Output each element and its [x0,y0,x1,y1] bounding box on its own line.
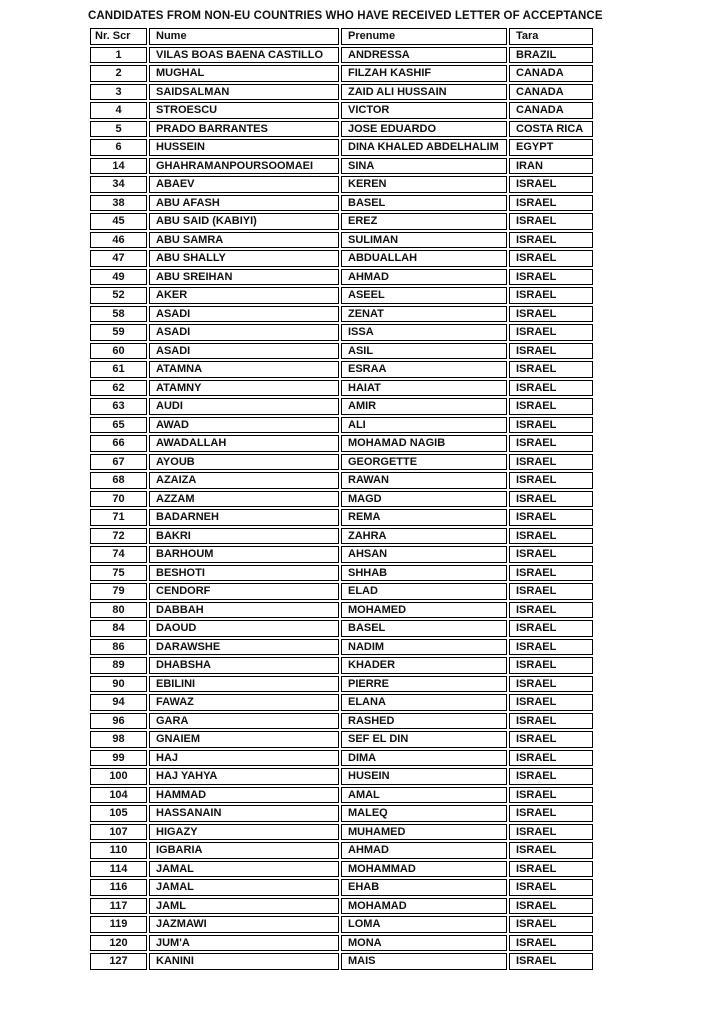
cell-nr-scr: 45 [90,213,147,230]
cell-prenume: MOHAMAD NAGIB [341,435,507,452]
cell-prenume: HAIAT [341,380,507,397]
table-row [90,435,593,452]
cell-prenume: ASEEL [341,287,507,304]
cell-prenume: SEF EL DIN [341,731,507,748]
cell-nume: MUGHAL [149,65,339,82]
cell-tara: ISRAEL [509,583,593,600]
cell-nr-scr: 1 [90,47,147,64]
cell-prenume: REMA [341,509,507,526]
table-row [90,787,593,804]
cell-nr-scr: 3 [90,84,147,101]
table-row [90,472,593,489]
cell-prenume: ZAID ALI HUSSAIN [341,84,507,101]
cell-nr-scr: 52 [90,287,147,304]
cell-nr-scr: 105 [90,805,147,822]
cell-prenume: HUSEIN [341,768,507,785]
cell-nume: PRADO BARRANTES [149,121,339,138]
table-row [90,805,593,822]
cell-tara: ISRAEL [509,195,593,212]
cell-nume: KANINI [149,953,339,970]
cell-prenume: ABDUALLAH [341,250,507,267]
cell-nume: GNAIEM [149,731,339,748]
cell-nr-scr: 67 [90,454,147,471]
cell-nume: ASADI [149,306,339,323]
cell-tara: ISRAEL [509,250,593,267]
cell-nr-scr: 66 [90,435,147,452]
cell-nume: GHAHRAMANPOURSOOMAEI [149,158,339,175]
cell-nume: AUDI [149,398,339,415]
cell-prenume: SULIMAN [341,232,507,249]
cell-tara: ISRAEL [509,935,593,952]
cell-tara: CANADA [509,102,593,119]
cell-prenume: MALEQ [341,805,507,822]
table-row [90,65,593,82]
table-row [90,343,593,360]
cell-nume: AWADALLAH [149,435,339,452]
cell-tara: ISRAEL [509,639,593,656]
table-row [90,546,593,563]
cell-tara: ISRAEL [509,861,593,878]
cell-nume: HAMMAD [149,787,339,804]
cell-tara: ISRAEL [509,435,593,452]
cell-nume: AZAIZA [149,472,339,489]
cell-tara: CANADA [509,65,593,82]
cell-nr-scr: 99 [90,750,147,767]
cell-nume: BADARNEH [149,509,339,526]
table-row [90,139,593,156]
cell-nume: VILAS BOAS BAENA CASTILLO [149,47,339,64]
cell-tara: ISRAEL [509,546,593,563]
table-row [90,731,593,748]
table-row [90,565,593,582]
cell-nume: HASSANAIN [149,805,339,822]
table-row [90,361,593,378]
cell-nr-scr: 127 [90,953,147,970]
table-row [90,657,593,674]
cell-nr-scr: 58 [90,306,147,323]
cell-nume: HUSSEIN [149,139,339,156]
table-row [90,195,593,212]
cell-nume: ABU SAMRA [149,232,339,249]
cell-nr-scr: 60 [90,343,147,360]
cell-tara: ISRAEL [509,343,593,360]
cell-nr-scr: 62 [90,380,147,397]
table-row [90,306,593,323]
cell-nume: DHABSHA [149,657,339,674]
cell-prenume: NADIM [341,639,507,656]
cell-tara: ISRAEL [509,787,593,804]
table-row [90,84,593,101]
cell-nume: ABU SHALLY [149,250,339,267]
cell-nume: FAWAZ [149,694,339,711]
cell-prenume: ELAD [341,583,507,600]
cell-prenume: MUHAMED [341,824,507,841]
cell-prenume: RASHED [341,713,507,730]
table-row [90,676,593,693]
cell-prenume: MOHAMAD [341,898,507,915]
cell-nume: ASADI [149,343,339,360]
cell-nume: AKER [149,287,339,304]
cell-nume: JAMAL [149,879,339,896]
cell-nr-scr: 104 [90,787,147,804]
cell-tara: ISRAEL [509,324,593,341]
cell-nr-scr: 59 [90,324,147,341]
table-row [90,380,593,397]
cell-nr-scr: 120 [90,935,147,952]
cell-tara: ISRAEL [509,472,593,489]
cell-prenume: AMIR [341,398,507,415]
cell-prenume: MAGD [341,491,507,508]
cell-tara: ISRAEL [509,731,593,748]
cell-nr-scr: 63 [90,398,147,415]
cell-prenume: SHHAB [341,565,507,582]
cell-nr-scr: 4 [90,102,147,119]
cell-prenume: EHAB [341,879,507,896]
cell-nume: ATAMNA [149,361,339,378]
table-row [90,713,593,730]
cell-nume: GARA [149,713,339,730]
cell-prenume: PIERRE [341,676,507,693]
cell-nr-scr: 70 [90,491,147,508]
column-header-nr-scr: Nr. Scr [90,28,147,45]
table-body [90,47,593,970]
cell-nr-scr: 114 [90,861,147,878]
table-row [90,842,593,859]
cell-prenume: AHMAD [341,842,507,859]
cell-nume: SAIDSALMAN [149,84,339,101]
table-row [90,639,593,656]
cell-prenume: DIMA [341,750,507,767]
cell-nr-scr: 38 [90,195,147,212]
cell-tara: EGYPT [509,139,593,156]
table-row [90,324,593,341]
cell-nr-scr: 98 [90,731,147,748]
cell-nume: HAJ [149,750,339,767]
cell-nume: CENDORF [149,583,339,600]
cell-nume: BAKRI [149,528,339,545]
cell-nr-scr: 117 [90,898,147,915]
cell-tara: ISRAEL [509,768,593,785]
cell-prenume: MAIS [341,953,507,970]
cell-tara: ISRAEL [509,269,593,286]
cell-tara: ISRAEL [509,713,593,730]
cell-nr-scr: 14 [90,158,147,175]
cell-prenume: KHADER [341,657,507,674]
cell-nr-scr: 34 [90,176,147,193]
cell-prenume: RAWAN [341,472,507,489]
table-row [90,824,593,841]
cell-tara: ISRAEL [509,565,593,582]
cell-tara: COSTA RICA [509,121,593,138]
cell-tara: ISRAEL [509,528,593,545]
cell-prenume: ZENAT [341,306,507,323]
header-row [90,28,593,45]
cell-nume: DAOUD [149,620,339,637]
cell-tara: ISRAEL [509,916,593,933]
cell-nr-scr: 86 [90,639,147,656]
cell-nr-scr: 2 [90,65,147,82]
cell-prenume: GEORGETTE [341,454,507,471]
table-row [90,898,593,915]
cell-nr-scr: 47 [90,250,147,267]
cell-nume: BARHOUM [149,546,339,563]
cell-nr-scr: 96 [90,713,147,730]
cell-nr-scr: 46 [90,232,147,249]
cell-nr-scr: 49 [90,269,147,286]
table-row [90,417,593,434]
table-row [90,861,593,878]
cell-tara: ISRAEL [509,232,593,249]
cell-tara: ISRAEL [509,454,593,471]
cell-nr-scr: 119 [90,916,147,933]
cell-tara: ISRAEL [509,824,593,841]
table-row [90,102,593,119]
table-row [90,768,593,785]
table-row [90,916,593,933]
cell-nume: EBILINI [149,676,339,693]
cell-tara: ISRAEL [509,842,593,859]
cell-prenume: MONA [341,935,507,952]
cell-nume: ABU AFASH [149,195,339,212]
table-row [90,176,593,193]
cell-nr-scr: 116 [90,879,147,896]
cell-prenume: JOSE EDUARDO [341,121,507,138]
table-row [90,121,593,138]
table-row [90,694,593,711]
cell-tara: ISRAEL [509,398,593,415]
table-row [90,47,593,64]
cell-prenume: FILZAH KASHIF [341,65,507,82]
cell-nume: IGBARIA [149,842,339,859]
cell-nume: ASADI [149,324,339,341]
cell-nr-scr: 79 [90,583,147,600]
table-header [90,28,593,45]
cell-nr-scr: 5 [90,121,147,138]
cell-tara: BRAZIL [509,47,593,64]
cell-nr-scr: 107 [90,824,147,841]
cell-tara: IRAN [509,158,593,175]
cell-nume: ABU SAID (KABIYI) [149,213,339,230]
column-header-prenume: Prenume [341,28,507,45]
cell-nr-scr: 68 [90,472,147,489]
cell-tara: ISRAEL [509,694,593,711]
cell-tara: ISRAEL [509,287,593,304]
cell-nume: HAJ YAHYA [149,768,339,785]
cell-tara: ISRAEL [509,417,593,434]
cell-nr-scr: 75 [90,565,147,582]
cell-prenume: MOHAMMAD [341,861,507,878]
cell-prenume: SINA [341,158,507,175]
cell-nume: JAZMAWI [149,916,339,933]
table-row [90,269,593,286]
cell-prenume: BASEL [341,195,507,212]
cell-prenume: AHSAN [341,546,507,563]
cell-prenume: AMAL [341,787,507,804]
table-row [90,287,593,304]
cell-tara: ISRAEL [509,380,593,397]
cell-prenume: MOHAMED [341,602,507,619]
cell-tara: ISRAEL [509,620,593,637]
cell-nr-scr: 94 [90,694,147,711]
cell-tara: ISRAEL [509,213,593,230]
cell-prenume: ASIL [341,343,507,360]
cell-nr-scr: 6 [90,139,147,156]
cell-prenume: ISSA [341,324,507,341]
table-row [90,213,593,230]
cell-tara: ISRAEL [509,898,593,915]
cell-nume: BESHOTI [149,565,339,582]
cell-prenume: VICTOR [341,102,507,119]
cell-nr-scr: 65 [90,417,147,434]
cell-prenume: ELANA [341,694,507,711]
cell-nr-scr: 80 [90,602,147,619]
cell-tara: ISRAEL [509,491,593,508]
cell-nr-scr: 90 [90,676,147,693]
cell-nume: ABU SREIHAN [149,269,339,286]
table-row [90,750,593,767]
cell-nume: JAML [149,898,339,915]
document-title: CANDIDATES FROM NON-EU COUNTRIES WHO HAVE RECEIVED LETTER OF ACCEPTANCE [88,10,603,22]
cell-nr-scr: 71 [90,509,147,526]
cell-nume: JAMAL [149,861,339,878]
cell-nume: AWAD [149,417,339,434]
cell-nr-scr: 72 [90,528,147,545]
cell-prenume: LOMA [341,916,507,933]
column-header-tara: Tara [509,28,593,45]
table-row [90,491,593,508]
cell-tara: ISRAEL [509,676,593,693]
table-row [90,602,593,619]
cell-nume: HIGAZY [149,824,339,841]
cell-nume: STROESCU [149,102,339,119]
table-row [90,528,593,545]
cell-prenume: DINA KHALED ABDELHALIM [341,139,507,156]
cell-tara: ISRAEL [509,509,593,526]
cell-prenume: ANDRESSA [341,47,507,64]
cell-nr-scr: 89 [90,657,147,674]
column-header-nume: Nume [149,28,339,45]
cell-nr-scr: 84 [90,620,147,637]
cell-prenume: AHMAD [341,269,507,286]
cell-nr-scr: 61 [90,361,147,378]
cell-nume: ATAMNY [149,380,339,397]
table-row [90,583,593,600]
cell-tara: ISRAEL [509,953,593,970]
cell-nr-scr: 110 [90,842,147,859]
table-row [90,250,593,267]
cell-tara: ISRAEL [509,176,593,193]
cell-nume: AZZAM [149,491,339,508]
cell-tara: ISRAEL [509,602,593,619]
table-row [90,158,593,175]
table-row [90,935,593,952]
cell-tara: ISRAEL [509,306,593,323]
document-body [88,10,603,972]
table-row [90,879,593,896]
cell-tara: ISRAEL [509,879,593,896]
table-row [90,953,593,970]
cell-prenume: EREZ [341,213,507,230]
cell-tara: ISRAEL [509,361,593,378]
cell-nr-scr: 100 [90,768,147,785]
cell-tara: CANADA [509,84,593,101]
cell-prenume: BASEL [341,620,507,637]
cell-nume: DARAWSHE [149,639,339,656]
cell-tara: ISRAEL [509,657,593,674]
cell-tara: ISRAEL [509,750,593,767]
cell-tara: ISRAEL [509,805,593,822]
table-row [90,454,593,471]
cell-nume: AYOUB [149,454,339,471]
cell-nr-scr: 74 [90,546,147,563]
cell-nume: JUM'A [149,935,339,952]
table-row [90,398,593,415]
cell-prenume: ESRAA [341,361,507,378]
cell-prenume: ALI [341,417,507,434]
cell-prenume: KEREN [341,176,507,193]
candidates-table [88,26,595,972]
table-row [90,620,593,637]
cell-nume: ABAEV [149,176,339,193]
table-row [90,232,593,249]
cell-prenume: ZAHRA [341,528,507,545]
table-row [90,509,593,526]
cell-nume: DABBAH [149,602,339,619]
